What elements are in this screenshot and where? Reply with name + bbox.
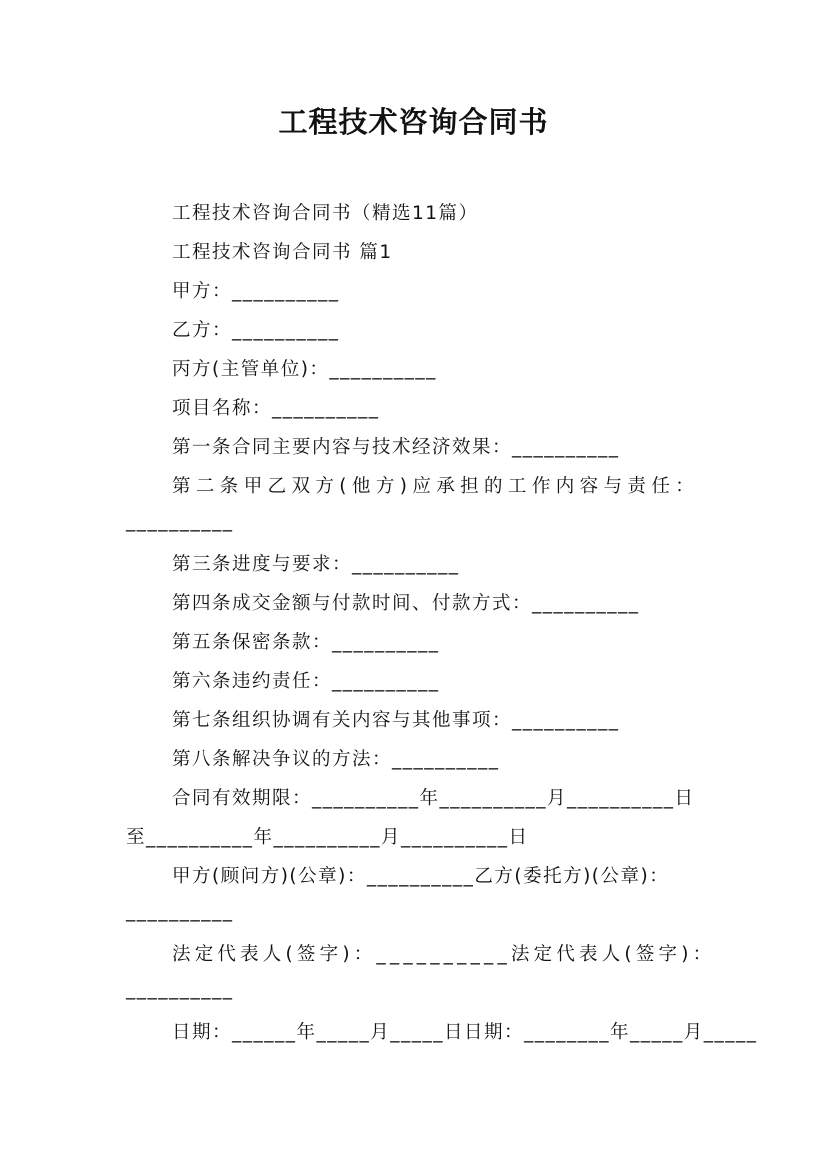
validity-end-line: 至__________年__________月__________日 [126,827,529,848]
project-name-line: 项目名称：__________ [172,398,380,419]
party-a-line: 甲方：__________ [172,281,340,302]
article-8-line: 第八条解决争议的方法：__________ [172,749,500,770]
document-title: 工程技术咨询合同书 [278,105,549,139]
article-1-line: 第一条合同主要内容与技术经济效果：__________ [172,437,620,458]
document-subtitle: 工程技术咨询合同书（精选11篇） [172,203,479,224]
party-c-line: 丙方(主管单位)：__________ [172,359,437,380]
article-4-line: 第四条成交金额与付款时间、付款方式：__________ [172,593,640,614]
section-heading: 工程技术咨询合同书 篇1 [172,242,393,263]
article-2-line: 第二条甲乙双方(他方)应承担的工作内容与责任： [172,476,700,497]
seal-line: 甲方(顾问方)(公章)：__________乙方(委托方)(公章)： [172,866,670,887]
article-5-line: 第五条保密条款：__________ [172,632,440,653]
article-7-line: 第七条组织协调有关内容与其他事项：__________ [172,710,620,731]
party-b-line: 乙方：__________ [172,320,340,341]
seal-blank: __________ [126,901,234,922]
article-6-line: 第六条违约责任：__________ [172,671,440,692]
article-2-blank: __________ [126,511,234,532]
article-3-line: 第三条进度与要求：__________ [172,554,460,575]
representative-line: 法定代表人(签字)：__________法定代表人(签字)： [172,944,716,965]
representative-blank: __________ [126,979,234,1000]
date-line: 日期：______年_____月_____日日期：________年_____月_____ [172,1022,758,1043]
validity-line: 合同有效期限：__________年__________月__________日 [172,788,695,809]
